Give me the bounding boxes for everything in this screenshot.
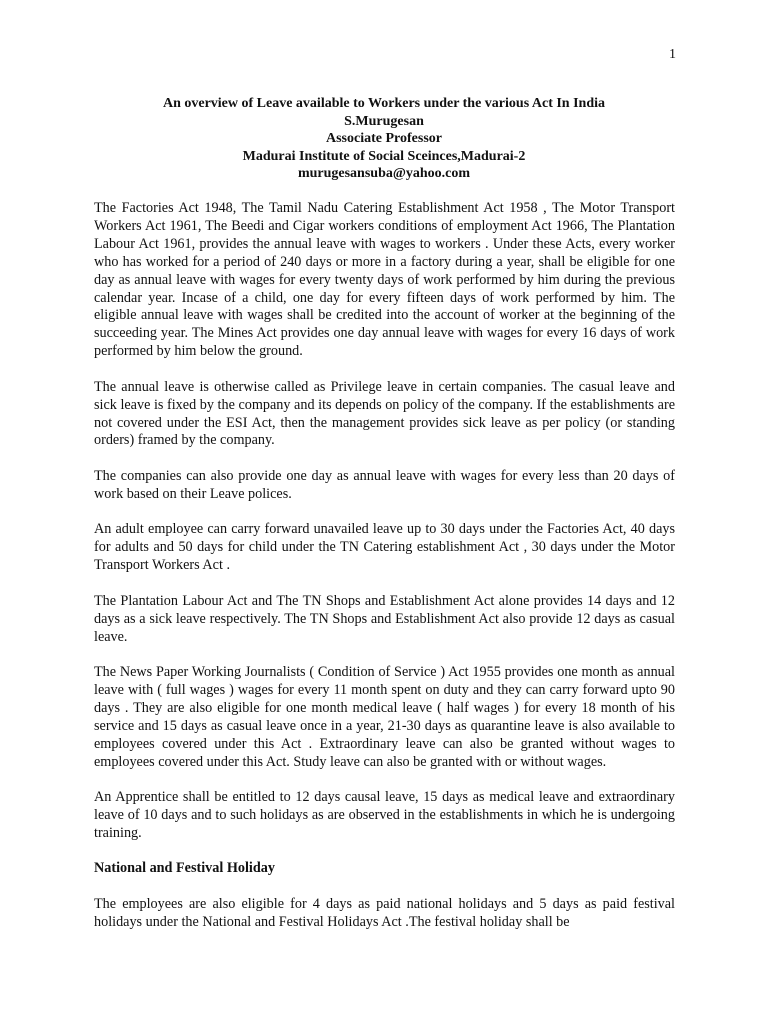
document-title: An overview of Leave available to Workers under the various Act In India: [162, 96, 606, 111]
paragraph-journalists: The News Paper Working Journalists ( Condition of Service ) Act 1955 provides one month as annual leave with ( full wages ) wages for every 11 month spent on duty and they can carry forward upto 90 days . They are also eligible for one month medical leave ( half wages ) for every 18 month of his service and 15 days as casual leave once in a year, 21-30 days as quarantine leave is also available to employees covered under this Act . Extraordinary leave can also be granted without wages to employees covered under this Act. Study leave can also be granted with or without wages.: [94, 664, 675, 770]
paragraph-plantation-shops: The Plantation Labour Act and The TN Shops and Establishment Act alone provides 14 days and 12 days as a sick leave respectively. The TN Shops and Establishment Act also provide 12 days as casual leave.: [94, 592, 675, 645]
document-header: [0, 95, 768, 183]
author-designation: Associate Professor: [326, 131, 442, 146]
paragraph-company-leave: The companies can also provide one day as annual leave with wages for every less than 20 days of work based on their Leave polices.: [94, 467, 675, 502]
paragraph-carry-forward: An adult employee can carry forward unavailed leave up to 30 days under the Factories Act, 40 days for adults and 50 days for child under the TN Catering establishment Act , 30 days under the Motor Transport Workers Act .: [94, 521, 675, 574]
paragraph-privilege-leave: The annual leave is otherwise called as Privilege leave in certain companies. The casual leave and sick leave is fixed by the company and its depends on policy of the company. If the establishments are not covered under the ESI Act, then the management provides sick leave as per policy (or standing orders) framed by the company.: [94, 378, 675, 449]
author-name: S.Murugesan: [344, 113, 424, 129]
paragraph-annual-leave-acts: The Factories Act 1948, The Tamil Nadu Catering Establishment Act 1958 , The Motor Transport Workers Act 1961, The Beedi and Cigar workers conditions of employment Act 1966, The Plantation Labour Act 1961, provides the annual leave with wages to workers . Under these Acts, every worker who has worked for a period of 240 days or more in a factory during a year, shall be eligible for one day as annual leave with wages for every twenty days of work performed by him during the previous calendar year. Incase of a child, one day for every fifteen days of work performed by him. The eligible annual leave with wages shall be credited into the account of worker at the beginning of the succeeding year. The Mines Act provides one day annual leave with wages for every 16 days of work performed by him below the ground.: [94, 200, 675, 360]
author-institution: Madurai Institute of Social Sceinces,Madurai-2: [242, 148, 526, 164]
paragraph-apprentice: An Apprentice shall be entitled to 12 days causal leave, 15 days as medical leave and extraordinary leave of 10 days and to such holidays as are observed in the establishments in which he is undergoing training.: [94, 789, 675, 841]
page-number: 1: [669, 47, 676, 62]
author-email: murugesansuba@yahoo.com: [297, 166, 471, 181]
document-body: [94, 200, 675, 949]
section-heading: National and Festival Holiday: [94, 860, 275, 877]
paragraph-holidays: The employees are also eligible for 4 days as paid national holidays and 5 days as paid festival holidays under the National and Festival Holidays Act .The festival holiday shall be: [94, 895, 675, 930]
